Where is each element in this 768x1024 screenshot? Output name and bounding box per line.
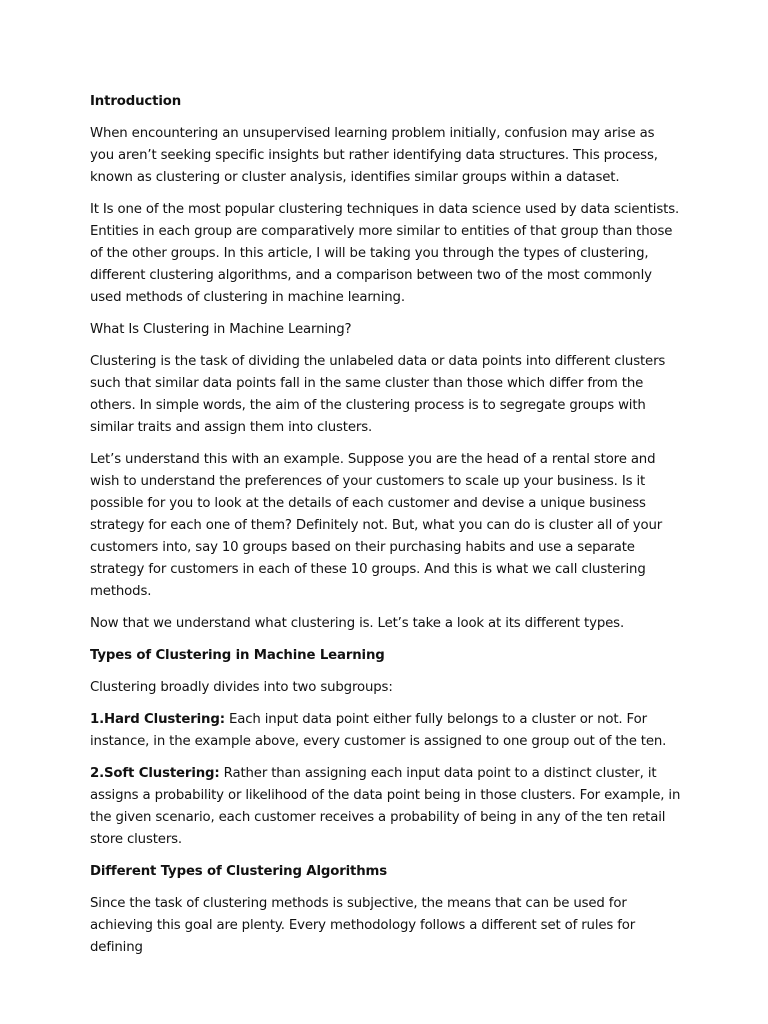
transition-paragraph: Now that we understand what clustering is. Let’s take a look at its different types.: [90, 616, 625, 631]
subgroups-paragraph: Clustering broadly divides into two subgroups:: [90, 680, 393, 695]
types-heading: Types of Clustering in Machine Learning: [90, 648, 385, 663]
rental-store-example-paragraph: Let’s understand this with an example. Suppose you are the head of a rental store and wish to understand the preferences of your customers to scale up your business. Is it possible for you to look at the details of each customer and devise a unique business strategy for each one of them? Definitely not. But, what you can do is cluster all of your customers into, say 10 groups based on their purchasing habits and use a separate strategy for customers in each of these 10 groups. And this is what we call clustering methods.: [90, 452, 663, 599]
hard-clustering-text: Each input data point either fully belongs to a cluster or not. For instance, in the example above, every customer is assigned to one group out of the ten.: [90, 712, 667, 749]
intro-heading: Introduction: [90, 94, 182, 109]
soft-clustering-text: Rather than assigning each input data point to a distinct cluster, it assigns a probability or likelihood of the data point being in those clusters. For example, in the given scenario, each customer receives a probability of being in any of the ten retail store clusters.: [90, 766, 681, 847]
what-is-clustering-heading: What Is Clustering in Machine Learning?: [90, 322, 352, 337]
hard-clustering-paragraph: [90, 709, 682, 753]
intro-paragraph-1: When encountering an unsupervised learning problem initially, confusion may arise as you aren’t seeking specific insights but rather identifying data structures. This process, known as clustering or cluster analysis, identifies similar groups within a dataset.: [90, 126, 658, 185]
document-page: [90, 91, 682, 969]
algorithms-paragraph: Since the task of clustering methods is subjective, the means that can be used for achieving this goal are plenty. Every methodology follows a different set of rules for defining: [90, 896, 636, 955]
soft-clustering-paragraph: [90, 763, 682, 851]
intro-paragraph-2: It Is one of the most popular clustering techniques in data science used by data scientists. Entities in each group are comparatively more similar to entities of that group than those of the other groups. In this article, I will be taking you through the types of clustering, different clustering algorithms, and a comparison between two of the most commonly used methods of clustering in machine learning.: [90, 202, 680, 305]
hard-clustering-label: 1.Hard Clustering:: [90, 712, 225, 727]
clustering-definition-paragraph: Clustering is the task of dividing the unlabeled data or data points into different clusters such that similar data points fall in the same cluster than those which differ from the others. In simple words, the aim of the clustering process is to segregate groups with similar traits and assign them into clusters.: [90, 354, 666, 435]
soft-clustering-label: 2.Soft Clustering:: [90, 766, 220, 781]
algorithms-heading: Different Types of Clustering Algorithms: [90, 864, 388, 879]
